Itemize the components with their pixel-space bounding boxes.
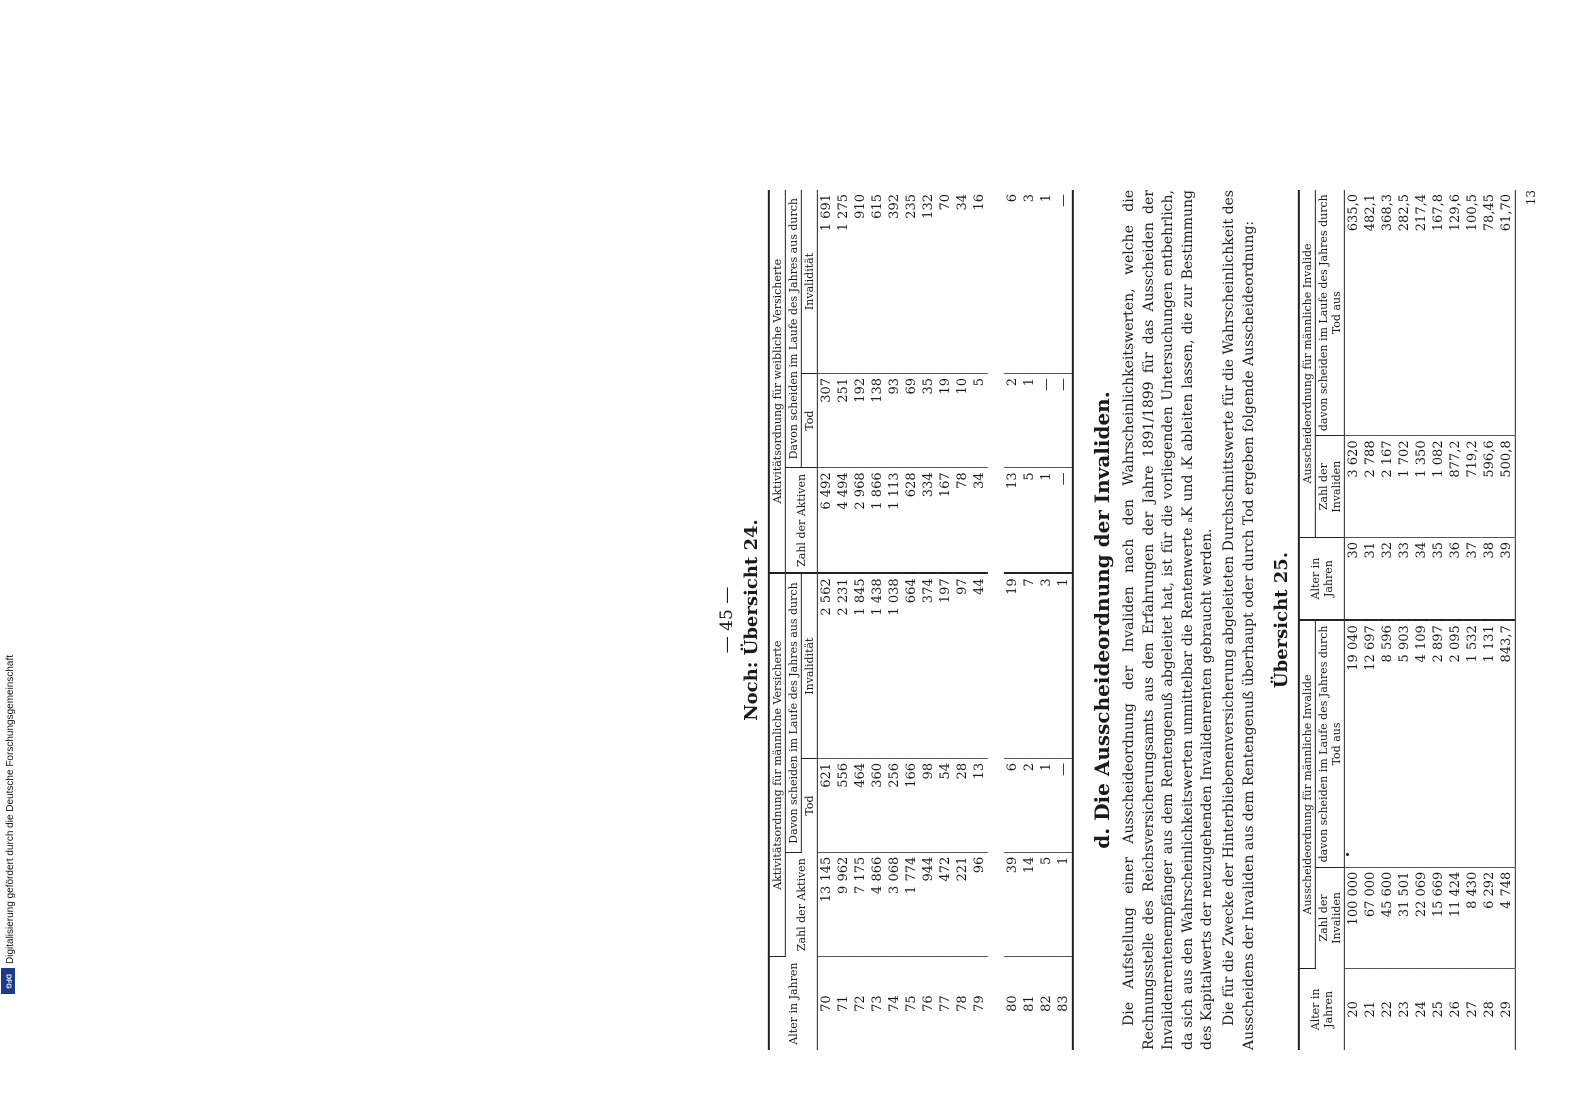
table-cell: 7 175 — [852, 852, 869, 956]
table-cell: 2 — [1021, 758, 1038, 852]
table-cell: 93 — [886, 373, 903, 467]
table-25 — [1298, 190, 1516, 1050]
table-row — [1379, 190, 1396, 1050]
table-cell: 1 038 — [886, 573, 903, 758]
table-row — [1430, 190, 1447, 1050]
table-row — [1464, 190, 1481, 1050]
table-cell: 464 — [852, 758, 869, 852]
dfg-logo: DFG — [1, 968, 15, 994]
table-row — [971, 190, 988, 1050]
table-cell: 8 430 — [1464, 867, 1481, 968]
scanned-page — [195, 115, 1578, 1115]
table-row — [1055, 190, 1073, 1050]
table-cell: 392 — [886, 190, 903, 373]
table-cell: 11 424 — [1447, 867, 1464, 968]
table-cell: 4 494 — [835, 468, 852, 573]
row-gap — [988, 190, 1004, 1050]
table-cell: 6 — [1004, 758, 1021, 852]
table-cell: 2 — [1004, 373, 1021, 467]
table-cell: 44 — [971, 573, 988, 758]
table-cell: 621 — [817, 758, 835, 852]
running-page-number: — 45 — — [716, 586, 737, 654]
col-inv-w: Invalidität — [801, 190, 817, 373]
table-row — [920, 190, 937, 1050]
table-cell: 3 — [1038, 573, 1055, 758]
table-cell: 1 — [1021, 373, 1038, 467]
table-row — [1004, 190, 1021, 1050]
table-cell: 1 774 — [903, 852, 920, 956]
table-cell: 1 702 — [1396, 436, 1413, 538]
table-cell: 100,5 — [1464, 190, 1481, 436]
table-cell: 73 — [869, 995, 885, 1012]
table-cell: 81 — [1021, 995, 1037, 1012]
table-cell: 1 866 — [869, 468, 886, 573]
table-cell: 132 — [920, 190, 937, 373]
table-cell: 1 845 — [852, 573, 869, 758]
table-cell: 33 — [1396, 537, 1413, 620]
gap-cell — [988, 190, 1004, 1050]
table-row — [1038, 190, 1055, 1050]
col-zahl-a: Zahl der Invaliden — [1316, 867, 1345, 968]
table-cell: 9 962 — [835, 852, 852, 956]
table-cell: 96 — [971, 852, 988, 956]
table-cell: 374 — [920, 573, 937, 758]
table-cell: 1 438 — [869, 573, 886, 758]
table-cell: — — [1038, 373, 1055, 467]
col-alter: Alter in Jahren — [769, 957, 818, 1050]
table-cell: 37 — [1464, 537, 1481, 620]
table-cell: 32 — [1379, 537, 1396, 620]
table-24-body — [817, 190, 1073, 1050]
table-cell: 235 — [903, 190, 920, 373]
table-cell: 22 — [1380, 1001, 1395, 1018]
col-tod-m: Tod — [801, 758, 817, 852]
table-cell: 307 — [817, 373, 835, 467]
table-cell: 30 — [1345, 537, 1363, 620]
table-cell: 34 — [971, 468, 988, 573]
table-cell: 6 — [1004, 190, 1021, 373]
table-cell: 54 — [937, 758, 954, 852]
table-cell: 67 000 — [1362, 867, 1379, 968]
table-cell: 166 — [903, 758, 920, 852]
col-tod-w: Tod — [801, 373, 817, 467]
table-row — [1481, 190, 1498, 1050]
table-cell: 21 — [1363, 1001, 1378, 1018]
table-cell: — — [1055, 190, 1073, 373]
table-cell: 3 068 — [886, 852, 903, 956]
table-cell: 944 — [920, 852, 937, 956]
table-cell: 719,2 — [1464, 436, 1481, 538]
table-cell: 217,4 — [1413, 190, 1430, 436]
table-cell: 1 — [1038, 758, 1055, 852]
table-cell: 664 — [903, 573, 920, 758]
table-cell: 1 — [1038, 190, 1055, 373]
table-row — [1413, 190, 1430, 1050]
table-cell: 22 069 — [1413, 867, 1430, 968]
table-cell: 1 532 — [1464, 620, 1481, 867]
table-row — [852, 190, 869, 1050]
table-cell: 2 897 — [1430, 620, 1447, 867]
table-cell: 20 — [1346, 1001, 1361, 1018]
table-cell: 635,0 — [1345, 190, 1363, 436]
table-cell: 877,2 — [1447, 436, 1464, 538]
table-cell: 1 — [1038, 468, 1055, 573]
table-row — [1362, 190, 1379, 1050]
table-cell: 29 — [1499, 1001, 1514, 1018]
table-cell: 251 — [835, 373, 852, 467]
page-content — [717, 190, 1538, 1050]
table-cell: 78,45 — [1481, 190, 1498, 436]
table-cell: 19 040 — [1345, 620, 1363, 867]
table-cell: 24 — [1414, 1001, 1429, 1018]
table-cell: 843,7 — [1498, 620, 1516, 867]
table-cell: 79 — [971, 995, 987, 1012]
table-cell: 167,8 — [1430, 190, 1447, 436]
table-cell: 1 131 — [1481, 620, 1498, 867]
table-cell: 76 — [920, 995, 936, 1012]
table-cell: 2 095 — [1447, 620, 1464, 867]
table-cell: 628 — [903, 468, 920, 573]
table-cell: 596,6 — [1481, 436, 1498, 538]
table-cell: 197 — [937, 573, 954, 758]
table-cell: 2 231 — [835, 573, 852, 758]
table-cell: 1 — [1055, 573, 1073, 758]
table-cell: 13 145 — [817, 852, 835, 956]
table-cell: 3 — [1021, 190, 1038, 373]
table-cell: 282,5 — [1396, 190, 1413, 436]
table-cell: 1 113 — [886, 468, 903, 573]
table-cell: 3 620 — [1345, 436, 1363, 538]
table-cell: 1 082 — [1430, 436, 1447, 538]
table-cell: 35 — [1430, 537, 1447, 620]
table-cell: 138 — [869, 373, 886, 467]
table-cell: 360 — [869, 758, 886, 852]
table-cell: 14 — [1021, 852, 1038, 956]
side-credit — [0, 0, 20, 1000]
table-cell: 13 — [1004, 468, 1021, 573]
table-row — [937, 190, 954, 1050]
table-cell: 74 — [886, 995, 902, 1012]
table-cell: 25 — [1431, 1001, 1446, 1018]
table-cell: 482,1 — [1362, 190, 1379, 436]
table-cell: 2 788 — [1362, 436, 1379, 538]
table-cell: 556 — [835, 758, 852, 852]
table-cell: 615 — [869, 190, 886, 373]
table-cell: 5 — [1038, 852, 1055, 956]
table-cell: 221 — [954, 852, 971, 956]
table-24-title: Noch: Übersicht 24. — [740, 519, 762, 721]
col-zahl-b: Zahl der Invaliden — [1316, 436, 1345, 538]
table-cell: 100 000 — [1345, 867, 1363, 968]
table-25-title: Übersicht 25. — [1271, 551, 1292, 689]
table-cell: 34 — [954, 190, 971, 373]
table-cell: 28 — [1482, 1001, 1497, 1018]
table-cell: 70 — [937, 190, 954, 373]
table-cell: 19 — [937, 373, 954, 467]
table-cell: 12 697 — [1362, 620, 1379, 867]
table-row — [1021, 190, 1038, 1050]
table-cell: 129,6 — [1447, 190, 1464, 436]
table-cell: 472 — [937, 852, 954, 956]
table-cell: 31 — [1362, 537, 1379, 620]
table-cell: 35 — [920, 373, 937, 467]
table-cell: 39 — [1498, 537, 1516, 620]
table-cell: 78 — [954, 995, 970, 1012]
table-cell: 5 — [971, 373, 988, 467]
table-cell: 39 — [1004, 852, 1021, 956]
table-row — [903, 190, 920, 1050]
table-cell: 1 — [1055, 852, 1073, 956]
table-cell: 10 — [954, 373, 971, 467]
table-cell: 98 — [920, 758, 937, 852]
table-cell: 4 748 — [1498, 867, 1516, 968]
col-zahl-w: Zahl der Aktiven — [785, 468, 817, 573]
col-inv-m: Invalidität — [801, 573, 817, 758]
col-davon-a: davon scheiden im Laufe des Jahres durch Tod aus — [1316, 620, 1345, 867]
table-cell: 38 — [1481, 537, 1498, 620]
paragraph-1: Die Aufstellung einer Ausscheideordnung der Invaliden nach den Wahrscheinlichkeitswerten, welche die Rechnungsstelle des Reichsversicherungsamts aus den Erfahrungen der Jahre 1891/1899 für das Ausscheiden der Invalidenrentenempfänger aus dem Rentengenuß abgeleitet hat, ist für die vorliegenden Untersuchungen entbehrlich, da sich aus den Wahrscheinlichkeitswerten unmittelbar die Rentenwerte ₐK und ᵢK ableiten lassen, die zur Bestimmung des Kapitalwerts der neuzugehenden Invalidenrenten gebraucht werden. — [1120, 190, 1216, 1050]
table-cell: 26 — [1448, 1001, 1463, 1018]
section-heading: d. Die Ausscheideordnung der Invaliden. — [1089, 391, 1114, 849]
table-cell: 69 — [903, 373, 920, 467]
table-cell: 71 — [835, 995, 851, 1012]
table-cell: 75 — [903, 995, 919, 1012]
table-cell: 167 — [937, 468, 954, 573]
col-alter-b: Alter in Jahren — [1299, 537, 1345, 620]
table-cell: 2 562 — [817, 573, 835, 758]
table-cell: 97 — [954, 573, 971, 758]
table-cell: 6 492 — [817, 468, 835, 573]
col-davon-b: davon scheiden im Laufe des Jahres durch Tod aus — [1316, 190, 1345, 436]
group-a: Ausscheideordnung für männliche Invalide — [1299, 620, 1316, 968]
table-cell: 45 600 — [1379, 867, 1396, 968]
table-cell: 1 275 — [835, 190, 852, 373]
table-cell: 256 — [886, 758, 903, 852]
table-cell: 13 — [971, 758, 988, 852]
table-cell: 82 — [1038, 995, 1054, 1012]
table-cell: 77 — [937, 995, 953, 1012]
table-cell: 31 501 — [1396, 867, 1413, 968]
group-b: Ausscheideordnung für männliche Invalide — [1299, 190, 1316, 537]
table-row — [1498, 190, 1516, 1050]
table-cell: 1 691 — [817, 190, 835, 373]
table-cell: 2 167 — [1379, 436, 1396, 538]
col-alter-a: Alter in Jahren — [1299, 968, 1345, 1050]
table-cell: — — [1055, 758, 1073, 852]
table-cell: 61,70 — [1498, 190, 1516, 436]
table-row — [1396, 190, 1413, 1050]
table-cell: 8 596 — [1379, 620, 1396, 867]
table-cell: 83 — [1055, 995, 1071, 1012]
table-row — [1447, 190, 1464, 1050]
table-cell: 16 — [971, 190, 988, 373]
table-cell: 36 — [1447, 537, 1464, 620]
col-zahl-m: Zahl der Aktiven — [785, 852, 817, 956]
group-weiblich: Aktivitätsordnung für weibliche Versicherte — [769, 190, 786, 573]
table-cell: 192 — [852, 373, 869, 467]
table-cell: 1 350 — [1413, 436, 1430, 538]
table-cell: 334 — [920, 468, 937, 573]
table-cell: 70 — [818, 995, 834, 1012]
table-row — [886, 190, 903, 1050]
col-davon-w: Davon scheiden im Laufe des Jahres aus durch — [785, 190, 801, 468]
table-cell: 4 109 — [1413, 620, 1430, 867]
table-cell: 27 — [1465, 1001, 1480, 1018]
table-cell: 19 — [1004, 573, 1021, 758]
table-cell: 6 292 — [1481, 867, 1498, 968]
table-cell: 368,3 — [1379, 190, 1396, 436]
table-cell: 5 — [1021, 468, 1038, 573]
table-cell: 80 — [1004, 995, 1020, 1012]
table-cell: 78 — [954, 468, 971, 573]
table-row — [817, 190, 835, 1050]
table-cell: 2 968 — [852, 468, 869, 573]
table-cell: 910 — [852, 190, 869, 373]
table-cell: 28 — [954, 758, 971, 852]
table-row — [1345, 190, 1363, 1050]
table-cell: 15 669 — [1430, 867, 1447, 968]
table-25-body — [1345, 190, 1516, 1050]
table-cell: 7 — [1021, 573, 1038, 758]
table-cell: 4 866 — [869, 852, 886, 956]
table-cell: 23 — [1397, 1001, 1412, 1018]
table-cell: — — [1055, 468, 1073, 573]
table-cell: 72 — [852, 995, 868, 1012]
table-cell: — — [1055, 373, 1073, 467]
page-ref: 13 — [1524, 190, 1538, 206]
funding-credit: Digitalisierung gefördert durch die Deutsche Forschungsgemeinschaft — [5, 654, 16, 964]
table-cell: 34 — [1413, 537, 1430, 620]
paragraph-2: Die für die Zwecke der Hinterbliebenenversicherung abgeleiteten Durchschnittswerte für die Wahrscheinlichkeit des Ausscheidens der Invaliden aus dem Rentengenuß überhaupt oder durch Tod ergeben folgende Ausscheideordnung: — [1220, 190, 1257, 1050]
table-row — [954, 190, 971, 1050]
table-row — [835, 190, 852, 1050]
group-maennlich: Aktivitätsordnung für männliche Versicherte — [769, 573, 786, 956]
table-cell: 5 903 — [1396, 620, 1413, 867]
table-cell: 500,8 — [1498, 436, 1516, 538]
table-24 — [768, 190, 1074, 1050]
col-davon-m: Davon scheiden im Laufe des Jahres aus durch — [785, 573, 801, 852]
table-row — [869, 190, 886, 1050]
